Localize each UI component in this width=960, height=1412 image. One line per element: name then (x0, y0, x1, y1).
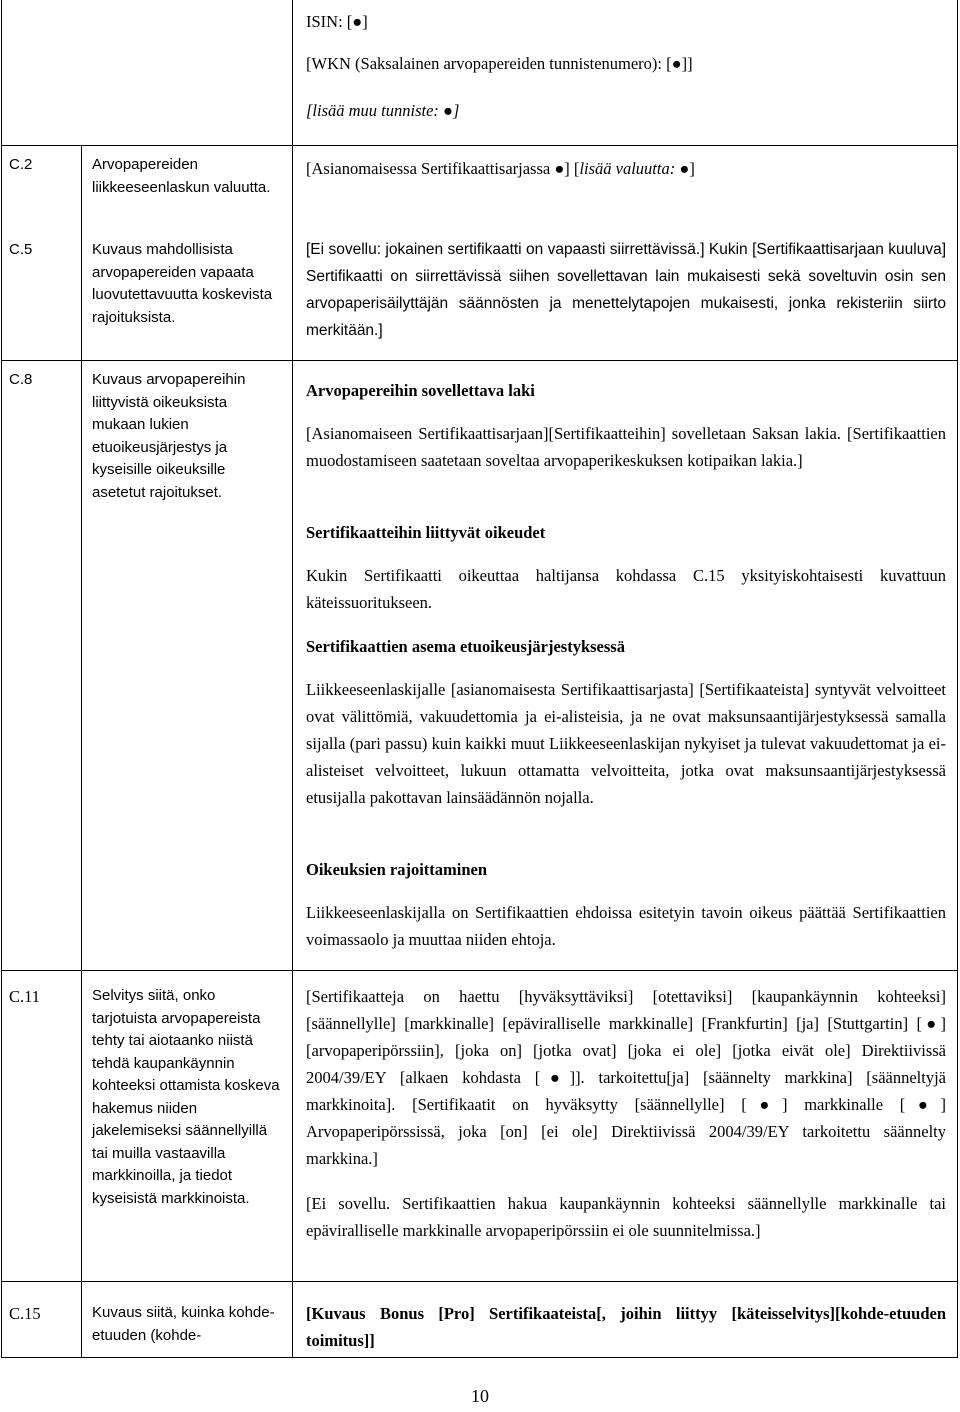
row-label: Kuvaus arvopapereihin liittyvistä oikeuksista mukaan lukien etuoikeusjärjestys ja kyseisille oikeuksille asetetut rajoitukset. (92, 371, 246, 501)
section-heading: Sertifikaattien asema etuoikeusjärjestyksessä (306, 637, 625, 656)
row-divider (1, 970, 958, 971)
row-divider (1, 145, 958, 146)
page-number: 10 (471, 1386, 489, 1406)
row-divider (1, 1281, 958, 1282)
table-border-middle-right (292, 0, 293, 1358)
rights-paragraph: Kukin Sertifikaatti oikeuttaa haltijansa kohdassa C.15 yksityiskohtaisesti kuvattuun käteissuoritukseen. (306, 566, 946, 612)
currency-text: [Asianomaisessa Sertifikaattisarjassa ●] [ (306, 159, 580, 178)
row-label: Selvitys siitä, onko tarjotuista arvopapereista tehty tai aiotaanko niistä tehdä kaupankäynnin kohteeksi ottamista koskeva hakemus niiden jakelemiseksi säännellyillä tai muilla vastaavilla markkinoilla, ja tiedot kyseisistä markkinoista. (92, 987, 280, 1207)
restrictions-paragraph: Liikkeeseenlaskijalla on Sertifikaattien ehdoissa esitetyin tavoin oikeus päättää Sertifikaattien voimassaolo ja muuttaa niiden ehtoja. (306, 903, 946, 949)
governing-law-paragraph: [Asianomaiseen Sertifikaattisarjaan][Sertifikaatteihin] sovelletaan Saksan lakia. [Sertifikaattien muodostamiseen saatetaan soveltaa arvopaperikeskuksen kotipaikan lakia.] (306, 424, 946, 470)
wkn-line: [WKN (Saksalainen arvopapereiden tunnistenumero): [●]] (306, 54, 693, 73)
currency-content (306, 155, 946, 182)
section-heading: Oikeuksien rajoittaminen (306, 860, 488, 879)
section-heading: Arvopapereihin sovellettava laki (306, 381, 535, 400)
row-code: C.11 (9, 987, 41, 1006)
bonus-certificate-description: [Kuvaus Bonus [Pro] Sertifikaateista[, joihin liittyy [käteisselvitys][kohde-etuuden toimitus]] (306, 1304, 946, 1350)
admission-paragraph: [Sertifikaatteja on haettu [hyväksyttäviksi] [otettaviksi] [kaupankäynnin kohteeksi] [säännellylle] [markkinalle] [epäviralliselle markkinalle] [Frankfurtin] [ja] [Stuttgartin] [●] [arvopaperipörssiin], [joka on] [jotka ovat] [joka ei ole] [jotka eivät ole] Direktiivissä 2004/39/EY [alkaen kohdasta [●]]. tarkoitettu[ja] [säännelty markkina] [säänneltyjä markkinoita]. [Sertifikaatit on hyväksytty [säännellylle] [●] markkinalle [●] Arvopaperipörssissä, joka [on] [ei ole] Direktiivissä 2004/39/EY tarkoitettu säännelty markkina.] (306, 987, 946, 1168)
row-label: Kuvaus mahdollisista arvopapereiden vapaata luovutettavuutta koskevista rajoituksista. (92, 241, 273, 326)
table-border-middle-left (81, 145, 82, 1358)
ranking-paragraph: Liikkeeseenlaskijalle [asianomaisesta Sertifikaattisarjasta] [Sertifikaateista] syntyvät velvoitteet ovat välittömiä, vakuudettomia ja ei-alisteisia, ja ne ovat maksunsaantijärjestyksessä samalla sijalla (pari passu) kuin kaikki muut Liikkeeseenlaskijan nykyiset ja tulevat vakuudettomat ja ei-alisteiset velvoitteet, lukuun ottamatta velvoitteita, jotka ovat maksunsaantijärjestyksessä etusijalla pakottavan lainsäädännön nojalla. (306, 680, 946, 807)
currency-text-end: ] (689, 159, 695, 178)
admission-not-applicable-paragraph: [Ei sovellu. Sertifikaattien hakua kaupankäynnin kohteeksi säännellylle markkinalle tai epäviralliselle markkinalle arvopaperipörssiin ei ole suunnitelmissa.] (306, 1194, 946, 1240)
row-label: Kuvaus siitä, kuinka kohde-etuuden (kohde- (92, 1304, 275, 1344)
section-heading: Sertifikaatteihin liittyvät oikeudet (306, 523, 546, 542)
row-code: C.8 (9, 371, 33, 388)
isin-line: ISIN: [●] (306, 12, 368, 31)
table-border-right (957, 0, 958, 1358)
row-code: C.5 (9, 241, 33, 258)
other-identifier-line: [lisää muu tunniste: ●] (306, 101, 460, 120)
row-divider (1, 360, 958, 361)
currency-placeholder: lisää valuutta: ● (579, 159, 690, 178)
row-code: C.2 (9, 156, 33, 173)
row-divider (1, 1357, 958, 1358)
row-code: C.15 (9, 1304, 41, 1323)
transferability-content: [Ei sovellu: jokainen sertifikaatti on vapaasti siirrettävissä.] Kukin [Sertifikaattisarjaan kuuluva] Sertifikaatti on siirrettävissä siihen sovellettavan lain mukaisesti sekä soveltuvin osin sen arvopaperisäilyttäjän säännösten ja menettelytapojen mukaisesti, jonka rekisteriin siirto merkitään.] (306, 241, 946, 339)
table-border-left (1, 0, 2, 1358)
row-label: Arvopapereiden liikkeeseenlaskun valuutta. (92, 156, 271, 196)
